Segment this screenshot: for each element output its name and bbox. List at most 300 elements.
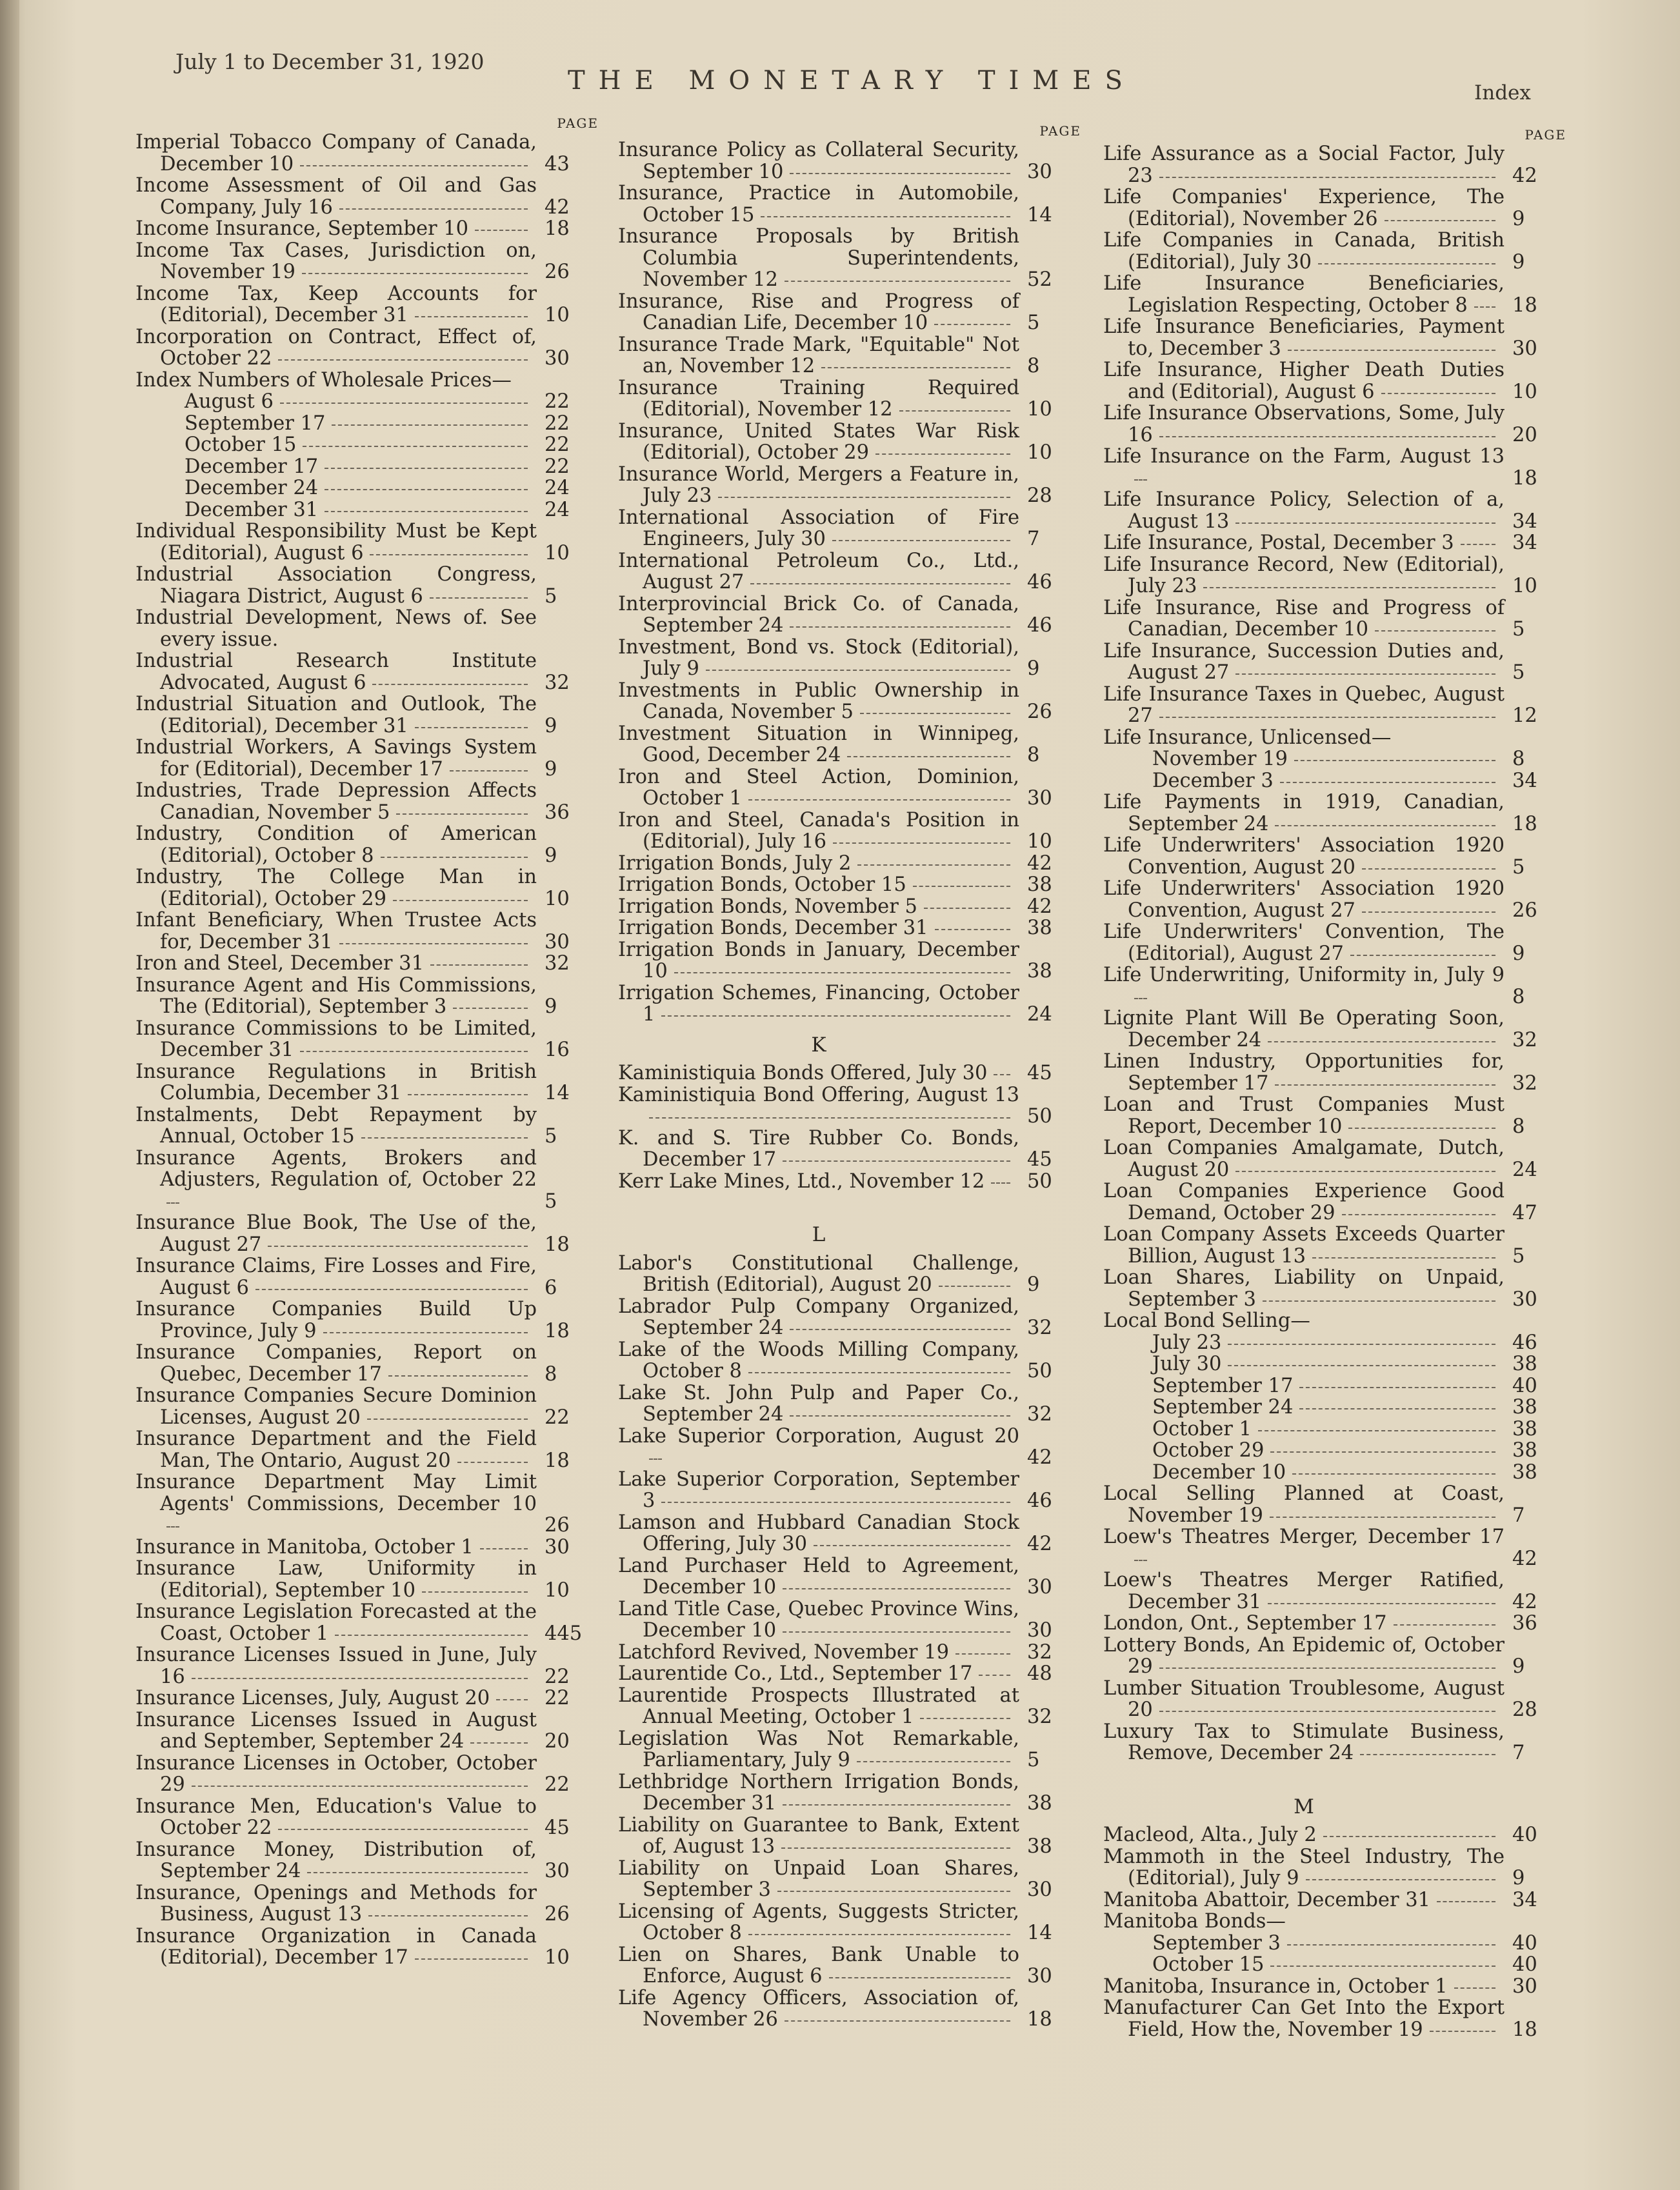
entry-title-text: Insurance Licenses Issued in August and September, September 24 (135, 1708, 537, 1753)
entry-title-text: Industrial Workers, A Savings System for (Editorial), December 17 (135, 736, 537, 781)
page-number: 32 (1027, 1640, 1052, 1664)
leader-dashes (1268, 1041, 1495, 1042)
entry-title (1103, 1008, 1505, 1051)
leader-dashes (829, 1977, 1010, 1978)
entry-title-text: Incorporation on Contract, Effect of, October 22 (135, 325, 537, 370)
entry-title-text: Lake of the Woods Milling Company, October 8 (618, 1338, 1019, 1382)
page-number: 22 (545, 1773, 570, 1796)
index-entry (1103, 1397, 1568, 1419)
index-entry (1103, 1721, 1568, 1764)
entry-title (618, 1296, 1019, 1339)
index-entry (135, 1687, 600, 1709)
page-number: 18 (545, 1319, 570, 1342)
leader-dashes (979, 1675, 1010, 1676)
index-entry (135, 975, 600, 1018)
entry-title-text: Liability on Unpaid Loan Shares, September 3 (618, 1857, 1019, 1901)
leader-dashes (450, 770, 528, 771)
entry-title-text: Insurance, Openings and Methods for Business, August 13 (135, 1881, 537, 1926)
page-number: 5 (1512, 661, 1525, 684)
page-number: 10 (545, 887, 570, 910)
leader-dashes (1294, 760, 1495, 761)
index-entry (1103, 597, 1568, 641)
leader-dashes (1461, 544, 1495, 545)
leader-dashes (1318, 263, 1495, 264)
page-number: 445 (545, 1622, 583, 1645)
entry-title (135, 370, 537, 392)
entry-title-text: October 29 (1152, 1439, 1265, 1462)
page-number: 9 (545, 757, 557, 781)
index-entry (135, 1299, 600, 1342)
leader-dashes (430, 597, 528, 599)
index-entry (618, 1663, 1083, 1685)
page-number: 43 (545, 152, 570, 175)
entry-title (1103, 641, 1505, 684)
entry-title (1103, 1180, 1505, 1224)
index-entry (135, 737, 600, 780)
date-range: July 1 to December 31, 1920 (175, 49, 485, 74)
index-entry (135, 564, 600, 607)
page-number: 36 (1512, 1612, 1537, 1635)
entry-title (135, 1796, 537, 1839)
index-column-2 (618, 124, 1083, 2031)
leader-dashes (994, 1074, 1010, 1075)
index-entry (135, 1471, 600, 1537)
entry-title (618, 1339, 1019, 1382)
entry-title (135, 1428, 537, 1471)
page-column-label: PAGE (1039, 123, 1081, 139)
entry-title (618, 680, 1019, 723)
page-number: 30 (1027, 1965, 1052, 1987)
leader-dashes (303, 446, 528, 447)
entry-title (618, 1901, 1019, 1944)
entry-title-text: Lumber Situation Troublesome, August 20 (1103, 1677, 1505, 1721)
entry-title-text: Insurance, United States War Risk (Editorial), October 29 (618, 419, 1019, 464)
index-entry (618, 917, 1083, 939)
page-number: 9 (545, 995, 557, 1018)
index-entry (135, 1796, 600, 1839)
leader-dashes (1235, 1171, 1495, 1172)
index-entry (618, 853, 1083, 875)
entry-title (1103, 727, 1505, 749)
entry-title (135, 1882, 537, 1926)
leader-dashes (1306, 1879, 1495, 1880)
entry-title-text: Income Assessment of Oil and Gas Company, July 16 (135, 174, 537, 219)
entry-title-text: K. and S. Tire Rubber Co. Bonds, December 17 (618, 1126, 1019, 1171)
entry-title (1103, 1954, 1505, 1976)
entry-title (135, 391, 537, 413)
page-number: 5 (1027, 312, 1040, 334)
page-number: 30 (1512, 1288, 1537, 1311)
page-number: 38 (1027, 917, 1052, 939)
leader-dashes (1437, 1901, 1495, 1902)
leader-dashes (332, 424, 528, 426)
entry-title (135, 1299, 537, 1342)
entry-title (1103, 230, 1505, 273)
index-entry (618, 1685, 1083, 1728)
entry-title (1103, 1569, 1505, 1613)
leader-dashes (1159, 1711, 1495, 1712)
entry-title (1103, 1933, 1505, 1955)
index-entry (1103, 1976, 1568, 1998)
index-entry (135, 1882, 600, 1926)
entry-title-text: Kaministiquia Bonds Offered, July 30 (618, 1062, 988, 1084)
entry-title-text: Industrial Association Congress, Niagara District, August 6 (135, 563, 537, 608)
index-entry (618, 680, 1083, 723)
entry-title (135, 283, 537, 326)
entry-title-text: Manitoba Bonds— (1103, 1910, 1286, 1933)
page-number: 32 (545, 952, 570, 975)
leader-dashes (821, 367, 1010, 368)
entry-title-text: Iron and Steel, Canada's Position in (Editorial), July 16 (618, 808, 1019, 853)
page-number: 6 (545, 1276, 557, 1299)
index-entry (135, 499, 600, 521)
page-number: 20 (1512, 423, 1537, 446)
index-entry (1103, 186, 1568, 230)
page-number: 30 (1027, 1619, 1052, 1642)
index-entry (618, 1426, 1083, 1469)
page-number: 30 (545, 1860, 570, 1882)
entry-title-text: Insurance Licenses, July, August 20 (135, 1687, 490, 1709)
index-entry (135, 370, 600, 392)
entry-title (135, 1687, 537, 1709)
page-number: 18 (1512, 2018, 1537, 2041)
index-entry (1103, 1332, 1568, 1354)
leader-dashes (790, 173, 1010, 174)
index-entry (1103, 359, 1568, 403)
entry-title-text: London, Ont., September 17 (1103, 1612, 1387, 1635)
leader-dashes (255, 1289, 528, 1290)
entry-title-text: Interprovincial Brick Co. of Canada, September 24 (618, 592, 1019, 637)
leader-dashes (415, 316, 528, 317)
index-column-1 (135, 116, 600, 1969)
index-entry (1103, 1911, 1568, 1933)
index-entry (135, 175, 600, 218)
page-number: 46 (1027, 614, 1052, 637)
entry-title-text: December 3 (1152, 769, 1274, 792)
leader-dashes (307, 1872, 528, 1873)
page-number: 12 (1512, 704, 1537, 727)
leader-dashes (939, 1286, 1010, 1287)
leader-dashes (790, 1415, 1010, 1417)
entry-title (135, 693, 537, 737)
page-number: 8 (1512, 748, 1525, 770)
leader-dashes (453, 1008, 528, 1009)
entry-title (618, 1598, 1019, 1642)
entry-title (1103, 1310, 1505, 1332)
page-number: 9 (1512, 1867, 1525, 1889)
index-entry (135, 456, 600, 478)
page-number: 18 (1512, 294, 1537, 317)
entry-title (135, 1537, 537, 1558)
leader-dashes (470, 1742, 528, 1744)
leader-dashes (781, 1847, 1010, 1849)
page-number: 42 (1512, 1547, 1537, 1570)
entry-title-text: Insurance Training Required (Editorial), November 12 (618, 376, 1019, 421)
page-number: 22 (545, 1406, 570, 1429)
entry-title (618, 637, 1019, 680)
page-number: 32 (1027, 1317, 1052, 1339)
entry-title-text: Mammoth in the Steel Industry, The (Editorial), July 9 (1103, 1845, 1505, 1889)
page-number: 18 (1027, 2008, 1052, 2031)
entry-title-text: International Petroleum Co., Ltd., August 27 (618, 549, 1019, 593)
index-entry (1103, 748, 1568, 770)
entry-title-text: July 30 (1152, 1353, 1222, 1375)
index-entry (135, 477, 600, 499)
index-entry (1103, 921, 1568, 964)
page-number: 10 (1512, 380, 1537, 403)
index-entry (135, 1385, 600, 1428)
page-number: 38 (1027, 1792, 1052, 1815)
page-number: 9 (1512, 207, 1525, 230)
page-number: 40 (1512, 1953, 1537, 1976)
entry-title-text: Linen Industry, Opportunities for, September 17 (1103, 1050, 1505, 1095)
entry-title-text: August 6 (185, 390, 274, 413)
page-number: 9 (1512, 942, 1525, 965)
leader-dashes (761, 216, 1010, 217)
entry-title-text: Manufacturer Can Get Into the Export Field, How the, November 19 (1103, 1996, 1505, 2041)
entry-title-text: Life Insurance, Succession Duties and, August 27 (1103, 639, 1505, 684)
page-number: 7 (1512, 1742, 1525, 1764)
entry-title-text: Life Insurance, Higher Death Duties and (Editorial), August 6 (1103, 359, 1505, 403)
page-number: 9 (1512, 250, 1525, 274)
index-entry (618, 982, 1083, 1026)
entry-title-text: Local Selling Planned at Coast, November 19 (1103, 1482, 1505, 1527)
index-entry (135, 693, 600, 737)
index-entry (1103, 143, 1568, 186)
entry-title (1103, 1051, 1505, 1094)
entry-title-text: Industrial Development, News of. See every issue. (135, 606, 537, 651)
leader-dashes (783, 1631, 1010, 1633)
entry-title-text: December 17 (185, 455, 319, 478)
entry-title (1103, 273, 1505, 316)
entry-title (135, 910, 537, 953)
index-entry (1103, 835, 1568, 878)
page-number: 10 (1512, 575, 1537, 597)
page-number: 46 (1027, 1489, 1052, 1512)
entry-title-text: December 10 (1152, 1460, 1286, 1484)
page-number: 38 (1027, 960, 1052, 982)
leader-dashes (475, 230, 528, 231)
page-number: 38 (1027, 1835, 1052, 1858)
entry-title (135, 1212, 537, 1255)
entry-title (618, 464, 1019, 507)
index-entry (618, 1469, 1083, 1512)
index-entry (1103, 1846, 1568, 1889)
page-number: 10 (545, 541, 570, 564)
leader-dashes (388, 1375, 528, 1377)
leader-dashes (1375, 630, 1495, 632)
index-entry (1103, 1180, 1568, 1224)
page-number: 8 (1027, 744, 1040, 766)
entry-title-text: July 23 (1152, 1331, 1222, 1354)
entry-title-text: Insurance Companies Secure Dominion Licenses, August 20 (135, 1384, 537, 1429)
leader-dashes (1134, 1560, 1147, 1561)
entry-title-text: Individual Responsibility Must be Kept (Editorial), August 6 (135, 520, 537, 564)
index-entry (618, 1296, 1083, 1339)
entry-title-text: Lottery Bonds, An Epidemic of, October 29 (1103, 1633, 1505, 1678)
leader-dashes (1381, 393, 1495, 394)
entry-title-text: Loew's Theatres Merger, December 17 (1103, 1526, 1505, 1548)
index-entry (618, 593, 1083, 637)
index-entry (618, 1815, 1083, 1858)
index-entry (135, 1926, 600, 1969)
leader-dashes (1287, 1944, 1495, 1946)
entry-title (135, 1601, 537, 1644)
entry-title (618, 853, 1019, 875)
leader-dashes (1430, 2031, 1495, 2032)
entry-title-text: Life Insurance, Postal, December 3 (1103, 532, 1454, 554)
entry-title-text: Lake Superior Corporation, August 20 (618, 1424, 1019, 1448)
page-number: 40 (1512, 1374, 1537, 1397)
entry-title (618, 1128, 1019, 1171)
page-number: 8 (1512, 985, 1525, 1008)
page-number: 10 (1027, 398, 1052, 421)
leader-dashes (339, 208, 528, 210)
page-number: 8 (1512, 1115, 1525, 1138)
entry-title-text: Industry, The College Man in (Editorial), October 29 (135, 866, 537, 910)
index-entry (1103, 403, 1568, 446)
entry-title-text: November 19 (1152, 748, 1288, 770)
entry-title-text: Insurance World, Mergers a Feature in, July 23 (618, 463, 1019, 507)
entry-title-text: Income Tax, Keep Accounts for (Editorial), December 31 (135, 282, 537, 326)
entry-title (135, 1148, 537, 1213)
entry-title (1103, 684, 1505, 727)
leader-dashes (1323, 1836, 1495, 1837)
page-number: 46 (1512, 1331, 1537, 1354)
entry-title-text: September 3 (1152, 1931, 1281, 1955)
section-letter: L (812, 1223, 826, 1246)
index-entry (1103, 1635, 1568, 1678)
entry-title (135, 413, 537, 435)
leader-dashes (832, 540, 1010, 541)
leader-dashes (718, 497, 1010, 498)
entry-title-text: Imperial Tobacco Company of Canada, December 10 (135, 131, 537, 175)
index-entry (1103, 1483, 1568, 1526)
entry-title-text: Life Underwriting, Uniformity in, July 9 (1103, 964, 1505, 986)
page-header (0, 44, 1680, 105)
leader-dashes (1292, 1473, 1495, 1475)
entry-title-text: Instalments, Debt Repayment by Annual, October 15 (135, 1103, 537, 1148)
leader-dashes (396, 813, 528, 815)
index-entry (135, 1537, 600, 1558)
entry-title (618, 766, 1019, 810)
entry-title (618, 139, 1019, 183)
index-entry (618, 1987, 1083, 2031)
entry-title (1103, 1094, 1505, 1137)
entry-title-text: Insurance Department May Limit Agents' Commissions, December 10 (135, 1471, 537, 1515)
entry-title (618, 1685, 1019, 1728)
entry-title (135, 866, 537, 910)
leader-dashes (367, 1419, 528, 1420)
index-entry (1103, 1569, 1568, 1613)
entry-title (1103, 791, 1505, 835)
page-number: 5 (545, 584, 557, 608)
entry-title-text: Liability on Guarantee to Bank, Extent of, August 13 (618, 1813, 1019, 1858)
leader-dashes (875, 453, 1010, 455)
entry-title-text: December 31 (185, 498, 319, 521)
entry-title-text: Insurance, Rise and Progress of Canadian Life, December 10 (618, 290, 1019, 334)
entry-title-text: Lake St. John Pulp and Paper Co., September 24 (618, 1381, 1019, 1426)
entry-title-text: Insurance Claims, Fire Losses and Fire, August 6 (135, 1255, 537, 1299)
index-entry (618, 334, 1083, 377)
index-entry (135, 283, 600, 326)
page-number: 24 (1512, 1158, 1537, 1181)
index-entry (1103, 1224, 1568, 1267)
leader-dashes (278, 1829, 528, 1830)
page-number: 38 (1512, 1417, 1537, 1440)
leader-dashes (192, 1678, 528, 1679)
entry-title (135, 1709, 537, 1753)
entry-title (1103, 489, 1505, 532)
entry-title-text: International Association of Fire Engineers, July 30 (618, 506, 1019, 550)
entry-title (1103, 186, 1505, 230)
index-entry (135, 218, 600, 240)
entry-title (1103, 1613, 1505, 1635)
entry-title (1103, 1483, 1505, 1526)
leader-dashes (935, 929, 1010, 930)
entry-title-text: Insurance Proposals by British Columbia Superintendents, November 12 (618, 225, 1019, 291)
page-number: 7 (1027, 528, 1040, 550)
index-entry (1103, 1440, 1568, 1462)
page-number: 14 (545, 1082, 570, 1104)
index-entry (618, 1555, 1083, 1598)
page-number: 36 (545, 801, 570, 824)
page-number: 38 (1512, 1353, 1537, 1375)
leader-dashes (302, 273, 528, 274)
index-entry (1103, 684, 1568, 727)
index-entry (135, 1061, 600, 1104)
leader-dashes (1474, 306, 1495, 308)
entry-title (618, 1062, 1019, 1084)
entry-title (135, 175, 537, 218)
entry-title (618, 939, 1019, 982)
index-entry (618, 1253, 1083, 1296)
leader-dashes (1159, 436, 1495, 437)
page-number: 50 (1027, 1170, 1052, 1193)
page-column-label: PAGE (1525, 127, 1566, 143)
leader-dashes (1342, 1214, 1495, 1215)
leader-dashes (785, 281, 1010, 282)
entry-title-text: Industrial Research Institute Advocated, August 6 (135, 650, 537, 694)
leader-dashes (1360, 1754, 1495, 1755)
entry-title-text: Insurance Organization in Canada (Editorial), December 17 (135, 1924, 537, 1969)
entry-title (1103, 1846, 1505, 1889)
page-number: 38 (1512, 1396, 1537, 1419)
entry-title-text: Loan Company Assets Exceeds Quarter Billion, August 13 (1103, 1223, 1505, 1268)
index-entry (618, 1901, 1083, 1944)
entry-title-text: Life Agency Officers, Association of, November 26 (618, 1986, 1019, 2031)
entry-title-text: Land Title Case, Quebec Province Wins, December 10 (618, 1597, 1019, 1642)
entry-title (135, 521, 537, 564)
index-entry (618, 183, 1083, 226)
index-entry (135, 132, 600, 175)
entry-title-text: Loan Companies Amalgamate, Dutch, August 20 (1103, 1137, 1505, 1181)
leader-dashes (430, 964, 528, 966)
leader-dashes (649, 1458, 662, 1460)
section-letter: M (1294, 1795, 1314, 1818)
index-entry (135, 650, 600, 693)
entry-title-text: Life Companies' Experience, The (Editorial), November 26 (1103, 186, 1505, 230)
index-entry (135, 521, 600, 564)
leader-dashes (192, 1786, 528, 1787)
entry-title-text: Index Numbers of Wholesale Prices— (135, 368, 512, 392)
entry-title (1103, 446, 1505, 489)
leader-dashes (278, 359, 528, 361)
leader-dashes (790, 626, 1010, 628)
entry-title-text: Investment, Bond vs. Stock (Editorial), July 9 (618, 635, 1019, 680)
entry-title-text: Iron and Steel Action, Dominion, October 1 (618, 765, 1019, 810)
entry-title (618, 896, 1019, 918)
